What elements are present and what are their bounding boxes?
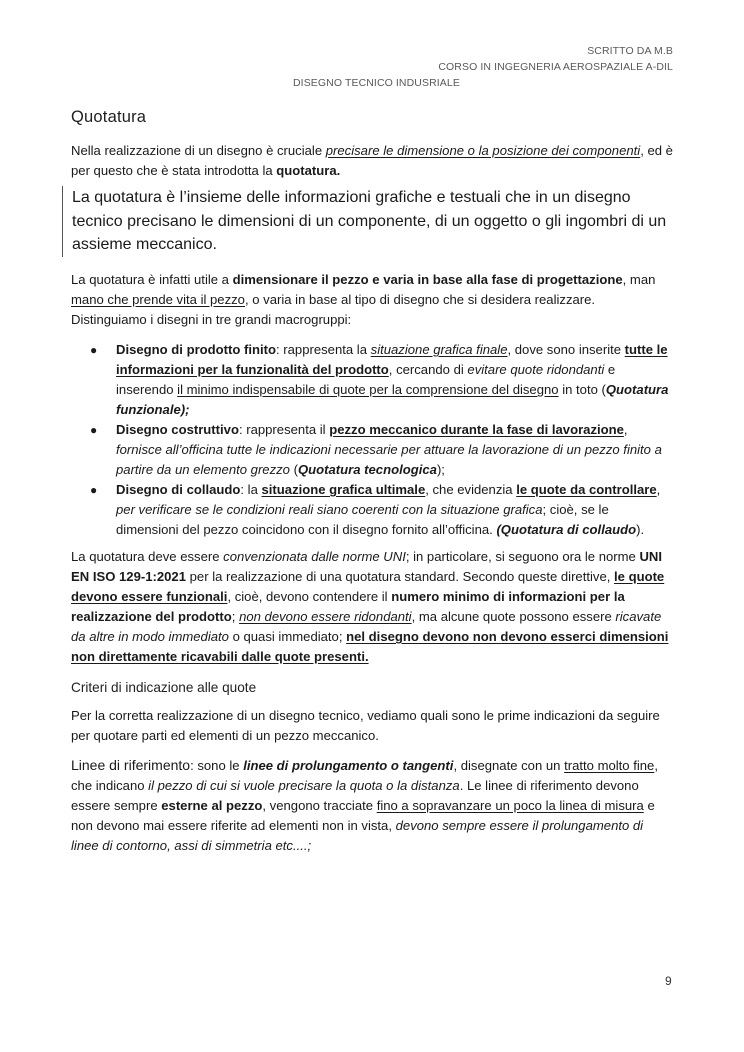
- paragraph-macrogroups: La quotatura è infatti utile a dimensionare il pezzo e varia in base alla fase di progettazione, man mano che prende vita il pezzo, o varia in base al tipo di disegno che si desidera realizzare. Distinguiamo i disegni in tre grandi macrogruppi:: [71, 272, 656, 327]
- list-item-collaudo: ● Disegno di collaudo: la situazione grafica ultimale, che evidenzia le quote da controllare, per verificare se le condizioni reali siano coerenti con la situazione grafica; cioè, se le dimensioni del pezzo coincidono con il disegno fornito all’officina. (Quotatura di collaudo).: [90, 482, 661, 537]
- list-item-costruttivo: ● Disegno costruttivo: rappresenta il pezzo meccanico durante la fase di lavorazione, fornisce all’officina tutte le indicazioni necessarie per attuare la lavorazione di un pezzo finito a partire da un elemento grezzo (Quotatura tecnologica);: [90, 422, 662, 477]
- definition-quote: La quotatura è l’insieme delle informazioni grafiche e testuali che in un disegno tecnico precisano le dimensioni di un componente, di un oggetto o gli ingombri di un assieme meccanico.: [62, 186, 684, 257]
- header-author: SCRITTO DA M.B: [587, 45, 673, 57]
- bullet-icon: ●: [90, 483, 98, 497]
- drawing-types-list: [71, 340, 673, 540]
- section-title: Quotatura: [71, 108, 147, 126]
- paragraph-criteri: Per la corretta realizzazione di un disegno tecnico, vediamo quali sono le prime indicazioni da seguire per quotare parti ed elementi di un pezzo meccanico.: [71, 708, 660, 743]
- paragraph-linee-riferimento: Linee di riferimento: sono le linee di prolungamento o tangenti, disegnate con un tratto molto fine, che indicano il pezzo di cui si vuole precisare la quota o la distanza. Le linee di riferimento devono essere sempre esterne al pezzo, vengono tracciate fino a sopravanzare un poco la linea di misura e non devono mai essere riferite ad elementi non in vista, devono sempre essere il prolungamento di linee di contorno, assi di simmetria etc....;: [71, 757, 658, 853]
- page-number: 9: [665, 974, 672, 988]
- header-subject: DISEGNO TECNICO INDUSRIALE: [293, 77, 460, 89]
- bullet-icon: ●: [90, 423, 98, 437]
- bullet-icon: ●: [90, 343, 98, 357]
- intro-paragraph: Nella realizzazione di un disegno è cruciale precisare le dimensione o la posizione dei componenti, ed è per questo che è stata introdotta la quotatura.: [71, 143, 673, 178]
- subsection-title: Criteri di indicazione alle quote: [71, 680, 257, 695]
- paragraph-norme-uni: La quotatura deve essere convenzionata dalle norme UNI; in particolare, si seguono ora le norme UNI EN ISO 129-1:2021 per la realizzazione di una quotatura standard. Secondo queste direttive, le quote devono essere funzionali, cioè, devono contendere il numero minimo di informazioni per la realizzazione del prodotto; non devono essere ridondanti, ma alcune quote possono essere ricavate da altre in modo immediato o quasi immediato; nel disegno devono non devono esserci dimensioni non direttamente ricavabili dalle quote presenti.: [71, 549, 669, 664]
- list-item-prodotto-finito: ● Disegno di prodotto finito: rappresenta la situazione grafica finale, dove sono inserite tutte le informazioni per la funzionalità del prodotto, cercando di evitare quote ridondanti e inserendo il minimo indispensabile di quote per la comprensione del disegno in toto (Quotatura funzionale);: [90, 342, 669, 417]
- header-course: CORSO IN INGEGNERIA AEROSPAZIALE A-DIL: [438, 61, 673, 73]
